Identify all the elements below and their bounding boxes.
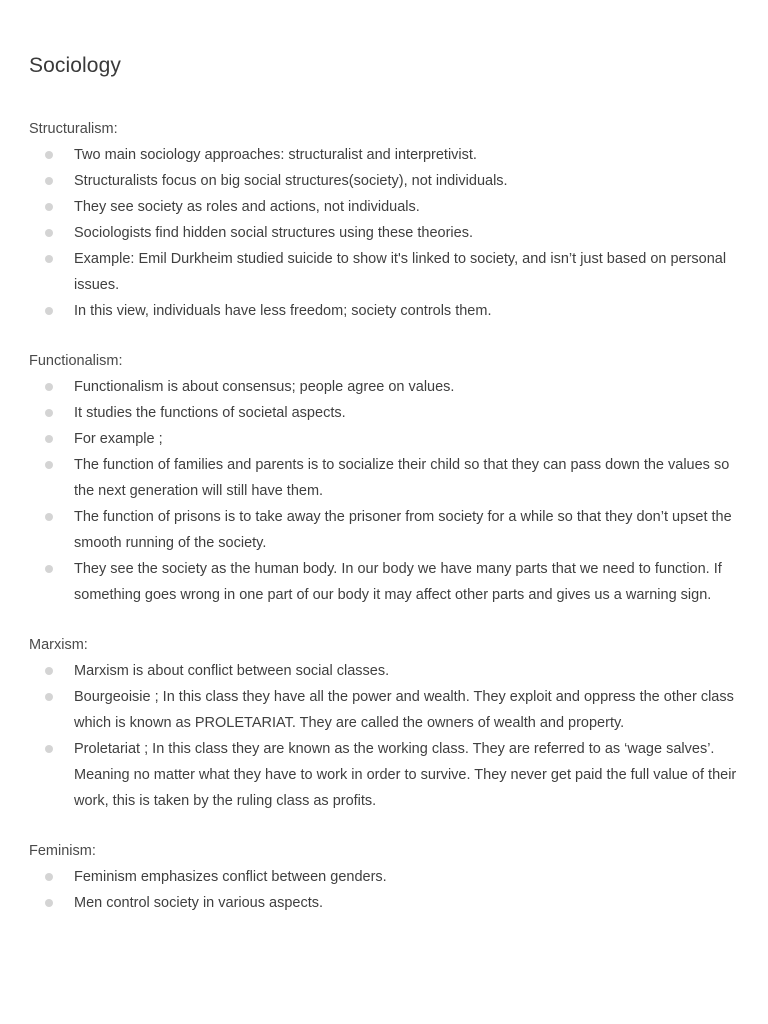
list-item bbox=[29, 220, 738, 246]
list-item bbox=[29, 246, 738, 298]
bullet-dot-icon bbox=[45, 409, 53, 417]
list-item-text: Two main sociology approaches: structuralist and interpretivist. bbox=[74, 147, 477, 163]
bullet-dot-icon bbox=[45, 461, 53, 469]
list-item bbox=[29, 504, 738, 556]
list-item-text: It studies the functions of societal aspects. bbox=[74, 405, 346, 421]
bullet-dot-icon bbox=[45, 565, 53, 573]
list-item-text: Functionalism is about consensus; people agree on values. bbox=[74, 379, 455, 395]
bullet-dot-icon bbox=[45, 255, 53, 263]
bullet-dot-icon bbox=[45, 151, 53, 159]
section-structuralism bbox=[29, 116, 738, 324]
section-heading: Functionalism: bbox=[29, 353, 123, 369]
list-item-text: Marxism is about conflict between social classes. bbox=[74, 663, 390, 679]
bullet-dot-icon bbox=[45, 177, 53, 185]
list-item bbox=[29, 452, 738, 504]
list-item-text: Feminism emphasizes conflict between genders. bbox=[74, 869, 387, 885]
bullet-dot-icon bbox=[45, 667, 53, 675]
section-feminism bbox=[29, 838, 738, 916]
list-item-text: Bourgeoisie ; In this class they have all the power and wealth. They exploit and oppress the other class which is known as PROLETARIAT. They are called the owners of wealth and property. bbox=[74, 689, 734, 731]
list-item-text: Sociologists find hidden social structures using these theories. bbox=[74, 225, 473, 241]
list-item bbox=[29, 890, 738, 916]
bullet-dot-icon bbox=[45, 307, 53, 315]
bullet-dot-icon bbox=[45, 899, 53, 907]
bullet-list bbox=[29, 658, 738, 814]
list-item-text: Example: Emil Durkheim studied suicide to show it's linked to society, and isn’t just based on personal issues. bbox=[74, 251, 727, 293]
list-item-text: Structuralists focus on big social structures(society), not individuals. bbox=[74, 173, 508, 189]
list-item-text: The function of families and parents is to socialize their child so that they can pass down the values so the next generation will still have them. bbox=[74, 457, 730, 499]
list-item bbox=[29, 684, 738, 736]
list-item bbox=[29, 298, 738, 324]
bullet-dot-icon bbox=[45, 203, 53, 211]
list-item bbox=[29, 168, 738, 194]
bullet-dot-icon bbox=[45, 229, 53, 237]
list-item bbox=[29, 556, 738, 608]
bullet-dot-icon bbox=[45, 693, 53, 701]
bullet-dot-icon bbox=[45, 435, 53, 443]
bullet-list bbox=[29, 374, 738, 608]
list-item-text: Proletariat ; In this class they are known as the working class. They are referred to as ‘wage salves’. Meaning no matter what they have to work in order to survive. They never get paid the full value of their work, this is taken by the ruling class as profits. bbox=[74, 741, 737, 809]
list-item-text: Men control society in various aspects. bbox=[74, 895, 324, 911]
list-item-text: The function of prisons is to take away the prisoner from society for a while so that they don’t upset the smooth running of the society. bbox=[74, 509, 732, 551]
list-item bbox=[29, 194, 738, 220]
bullet-dot-icon bbox=[45, 745, 53, 753]
bullet-dot-icon bbox=[45, 873, 53, 881]
section-marxism bbox=[29, 632, 738, 814]
section-heading: Feminism: bbox=[29, 843, 96, 859]
list-item bbox=[29, 374, 738, 400]
list-item bbox=[29, 426, 738, 452]
bullet-dot-icon bbox=[45, 513, 53, 521]
list-item-text: For example ; bbox=[74, 431, 163, 447]
list-item-text: In this view, individuals have less freedom; society controls them. bbox=[74, 303, 492, 319]
list-item-text: They see society as roles and actions, not individuals. bbox=[74, 199, 420, 215]
list-item-text: They see the society as the human body. In our body we have many parts that we need to function. If something goes wrong in one part of our body it may affect other parts and gives us a warning sign. bbox=[74, 561, 722, 603]
bullet-list bbox=[29, 864, 738, 916]
section-heading: Structuralism: bbox=[29, 121, 118, 137]
list-item bbox=[29, 864, 738, 890]
section-functionalism bbox=[29, 348, 738, 608]
list-item bbox=[29, 736, 738, 814]
bullet-list bbox=[29, 142, 738, 324]
list-item bbox=[29, 658, 738, 684]
section-heading: Marxism: bbox=[29, 637, 88, 653]
page-title: Sociology bbox=[29, 54, 121, 77]
bullet-dot-icon bbox=[45, 383, 53, 391]
list-item bbox=[29, 142, 738, 168]
list-item bbox=[29, 400, 738, 426]
